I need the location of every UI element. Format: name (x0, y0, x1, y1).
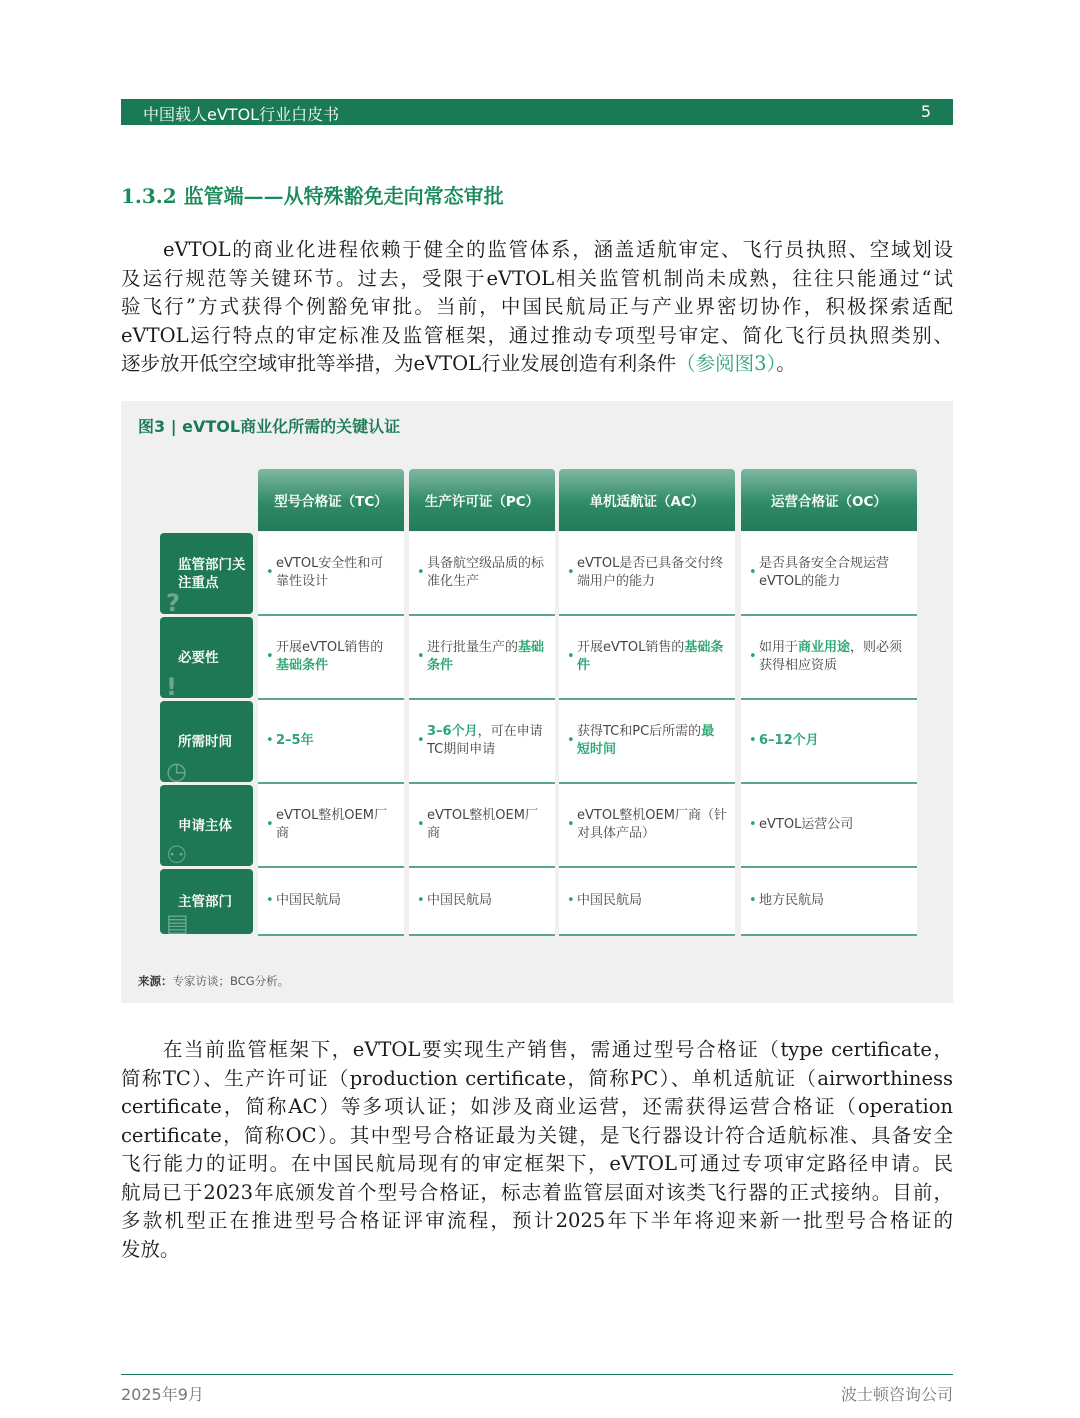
column-header: 型号合格证（TC） (258, 469, 404, 531)
cell-text-highlight: 商业用途 (798, 640, 851, 655)
table-cell (741, 868, 917, 936)
table-cell (258, 700, 404, 784)
bullet-icon: • (266, 733, 274, 748)
cell-text-plain: 进行批量生产的 (427, 640, 519, 655)
cell-text-plain: 是否具备安全合规运营eVTOL的能力 (759, 556, 890, 589)
cell-text (577, 892, 642, 910)
text-line: 发放。 (121, 1237, 180, 1261)
text-line: certificate，简称OC）。其中型号合格证最为关键，是飞行器设计符合适航标准、具备安全 (121, 1123, 953, 1147)
table-cell (559, 784, 735, 868)
bullet-icon: • (749, 733, 757, 748)
table-cell (258, 532, 404, 616)
table-cell (741, 700, 917, 784)
cell-text-plain: eVTOL整机OEM厂商 (427, 808, 538, 841)
text-line: eVTOL运行特点的审定标准及监管框架，通过推动专项型号审定、简化飞行员执照类别、 (121, 323, 953, 347)
table-cell (409, 784, 555, 868)
row-header (160, 701, 253, 782)
cell-text-plain: ，则必须获得相应资质 (759, 640, 903, 673)
row-label: 申请主体 (178, 817, 232, 834)
document-icon: ▤ (166, 909, 189, 934)
cell-text (577, 639, 727, 675)
column-header: 运营合格证（OC） (741, 469, 917, 531)
document-title: 中国载人eVTOL行业白皮书 (143, 105, 340, 124)
cell-text (759, 732, 819, 750)
cell-text (577, 723, 727, 759)
text-line: eVTOL的商业化进程依赖于健全的监管体系，涵盖适航审定、飞行员执照、空域划设 (163, 238, 953, 261)
figure-title: 图3 | eVTOL商业化所需的关键认证 (138, 417, 401, 436)
row-header (160, 785, 253, 866)
column-header: 生产许可证（PC） (409, 469, 555, 531)
question-icon: ? (166, 589, 180, 614)
bullet-icon: • (567, 817, 575, 832)
text-line: 航局已于2023年底颁发首个型号合格证，标志着监管层面对该类飞行器的正式接纳。目前， (121, 1180, 953, 1204)
cell-text-plain: eVTOL整机OEM厂商（针对具体产品） (577, 808, 727, 841)
cell-text-highlight: 基础条件 (577, 640, 724, 673)
table-cell (741, 532, 917, 616)
column-header: 单机适航证（AC） (559, 469, 735, 531)
table-cell (409, 868, 555, 936)
table-cell (559, 700, 735, 784)
cell-text (427, 639, 547, 675)
intro-paragraph (121, 236, 953, 379)
cell-text (577, 807, 727, 843)
table-cell (741, 784, 917, 868)
cell-text-plain: 获得TC和PC后所需的 (577, 724, 702, 739)
figure-source (138, 973, 289, 989)
cell-text-plain: 地方民航局 (759, 893, 825, 908)
row-header (160, 869, 253, 934)
bullet-icon: • (266, 893, 274, 908)
footer-divider (121, 1374, 953, 1375)
bullet-icon: • (417, 733, 425, 748)
cell-text (427, 723, 547, 759)
cell-text (759, 816, 853, 834)
section-heading: 1.3.2 监管端——从特殊豁免走向常态审批 (121, 184, 504, 208)
cell-text-plain: 具备航空级品质的标准化生产 (427, 556, 545, 589)
bullet-icon: • (417, 565, 425, 580)
footer-organization: 波士顿咨询公司 (840, 1385, 953, 1404)
page-header (121, 99, 953, 125)
cell-text-plain: eVTOL安全性和可靠性设计 (276, 556, 384, 589)
cell-text-highlight: 6–12个月 (759, 733, 819, 748)
row-label: 主管部门 (178, 893, 232, 910)
row-header (160, 533, 253, 614)
cell-text-highlight: 3–6个月 (427, 724, 478, 739)
cell-text-highlight: 基础条件 (276, 658, 329, 673)
bullet-icon: • (266, 565, 274, 580)
cell-text (759, 639, 909, 675)
bullet-icon: • (417, 817, 425, 832)
cell-text (276, 555, 396, 591)
table-cell (258, 616, 404, 700)
text-segment: 逐步放开低空空域审批等举措，为eVTOL行业发展创造有利条件 (121, 352, 677, 375)
table-cell (258, 784, 404, 868)
row-label: 监管部门关注重点 (178, 556, 246, 591)
text-line: certificate，简称AC）等多项认证；如涉及商业运营，还需获得运营合格证（operation (121, 1095, 953, 1118)
cell-text-plain: 开展eVTOL销售的 (577, 640, 685, 655)
bullet-icon: • (266, 817, 274, 832)
bullet-icon: • (567, 893, 575, 908)
table-cell (409, 700, 555, 784)
text-line: 验飞行”方式获得个例豁免审批。当前，中国民航局正与产业界密切协作，积极探索适配 (121, 295, 953, 318)
bullet-icon: • (749, 649, 757, 664)
row-header (160, 617, 253, 698)
bullet-icon: • (749, 565, 757, 580)
cell-text-plain: eVTOL是否已具备交付终端用户的能力 (577, 556, 724, 589)
cell-text (759, 555, 909, 591)
people-icon: ⚇ (166, 841, 188, 866)
cell-text-highlight: 最短时间 (577, 724, 715, 757)
cell-text (577, 555, 727, 591)
cell-text (276, 807, 396, 843)
cell-text (427, 892, 492, 910)
exclamation-icon: ! (166, 673, 177, 698)
bullet-icon: • (567, 649, 575, 664)
text-line: 在当前监管框架下，eVTOL要实现生产销售，需通过型号合格证（type certificate， (163, 1038, 953, 1061)
text-line (121, 350, 953, 379)
cell-text (759, 892, 824, 910)
cell-text-plain: 中国民航局 (276, 893, 342, 908)
table-cell (409, 532, 555, 616)
table-cell (258, 868, 404, 936)
cell-text (276, 639, 396, 675)
table-cell (409, 616, 555, 700)
figure-reference: （参阅图3） (676, 352, 777, 375)
clock-icon: ◷ (166, 757, 187, 782)
page-number: 5 (920, 102, 931, 121)
footer-date: 2025年9月 (121, 1385, 204, 1404)
cell-text-plain: ，可在申请TC期间申请 (427, 724, 543, 757)
bullet-icon: • (417, 893, 425, 908)
cell-text (427, 555, 547, 591)
source-label: 来源： (138, 974, 173, 988)
body-paragraph (121, 1036, 953, 1264)
cell-text-plain: eVTOL运营公司 (759, 817, 854, 832)
text-line: 简称TC）、生产许可证（production certificate，简称PC）、单机适航证（airworthiness (121, 1066, 953, 1090)
cell-text-plain: 中国民航局 (577, 893, 643, 908)
cell-text-plain: 如用于 (759, 640, 799, 655)
cell-text (276, 892, 341, 910)
cell-text-plain: 开展eVTOL销售的 (276, 640, 384, 655)
text-line: 及运行规范等关键环节。过去，受限于eVTOL相关监管机制尚未成熟，往往只能通过“试 (121, 266, 953, 290)
table-cell (741, 616, 917, 700)
text-line: 多款机型正在推进型号合格证评审流程，预计2025年下半年将迎来新一批型号合格证的 (121, 1209, 953, 1232)
table-cell (559, 532, 735, 616)
cell-text-highlight: 基础条件 (427, 640, 545, 673)
text-line: 飞行能力的证明。在中国民航局现有的审定框架下，eVTOL可通过专项审定路径申请。民 (121, 1152, 953, 1175)
table-cell (559, 616, 735, 700)
source-text: 专家访谈；BCG分析。 (172, 974, 290, 988)
row-label: 必要性 (178, 649, 219, 666)
table-cell (559, 868, 735, 936)
bullet-icon: • (266, 649, 274, 664)
cell-text-plain: 中国民航局 (427, 893, 493, 908)
cell-text-plain: eVTOL整机OEM厂商 (276, 808, 387, 841)
bullet-icon: • (567, 733, 575, 748)
text-segment: 。 (776, 352, 796, 375)
row-label: 所需时间 (178, 733, 232, 750)
cell-text (276, 732, 314, 750)
bullet-icon: • (417, 649, 425, 664)
cell-text-highlight: 2–5年 (276, 733, 314, 748)
bullet-icon: • (749, 893, 757, 908)
bullet-icon: • (749, 817, 757, 832)
bullet-icon: • (567, 565, 575, 580)
cell-text (427, 807, 547, 843)
figure-3 (121, 401, 953, 1003)
